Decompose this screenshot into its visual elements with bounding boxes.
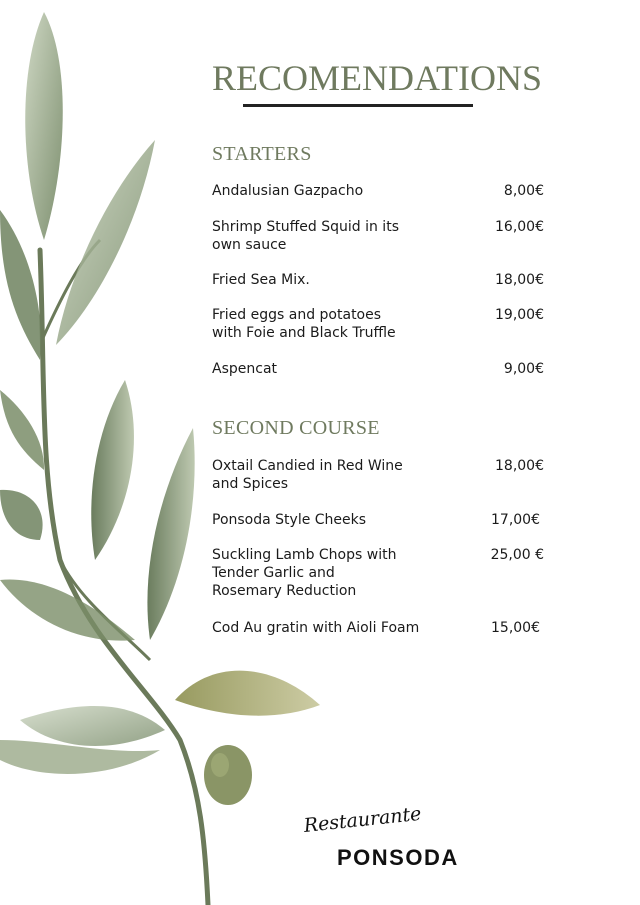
leaf	[175, 671, 320, 716]
leaf	[0, 580, 135, 641]
menu-item-name: Andalusian Gazpacho	[212, 183, 364, 199]
leaf	[91, 380, 134, 560]
menu-item-name: Oxtail Candied in Red Wine and Spices	[212, 458, 403, 492]
menu-item-price: 17,00€	[491, 512, 540, 528]
menu-item-price: 18,00€	[495, 458, 544, 474]
leaf	[0, 210, 41, 360]
menu-item-name: Fried Sea Mix.	[212, 272, 310, 288]
logo-name-text: PONSODA	[337, 845, 459, 870]
logo-script-text: Restaurante	[302, 802, 423, 837]
section-heading-second-course: SECOND COURSE	[212, 417, 380, 439]
title-underline	[243, 104, 473, 107]
menu-title: RECOMENDATIONS	[212, 58, 543, 98]
leaf	[25, 12, 63, 240]
menu-item-name: Fried eggs and potatoes with Foie and Black Truffle	[212, 307, 396, 341]
olive-fruit	[211, 753, 229, 777]
menu-item-name: Suckling Lamb Chops with Tender Garlic and Rosemary Reduction	[212, 547, 397, 599]
restaurant-logo	[302, 802, 480, 875]
menu-item-name: Shrimp Stuffed Squid in its own sauce	[212, 219, 399, 253]
leaf	[20, 706, 165, 746]
olive-fruit	[204, 745, 252, 805]
menu-item-name: Aspencat	[212, 361, 278, 377]
menu-item-name: Ponsoda Style Cheeks	[212, 512, 367, 528]
section-heading-starters: STARTERS	[212, 143, 312, 165]
stem	[40, 250, 208, 905]
menu-item-price: 19,00€	[495, 307, 544, 323]
menu-item-price: 25,00 €	[490, 547, 544, 563]
menu-item-price: 9,00€	[503, 361, 544, 377]
leaf	[0, 390, 44, 470]
menu-item-name: Cod Au gratin with Aioli Foam	[212, 620, 420, 636]
menu-item-price: 18,00€	[495, 272, 544, 288]
menu-item-price: 8,00€	[503, 183, 544, 199]
leaf	[147, 428, 194, 640]
menu-item-price: 16,00€	[495, 219, 544, 235]
leaf	[0, 490, 43, 540]
menu-item-price: 15,00€	[491, 620, 540, 636]
leaf	[56, 140, 155, 345]
